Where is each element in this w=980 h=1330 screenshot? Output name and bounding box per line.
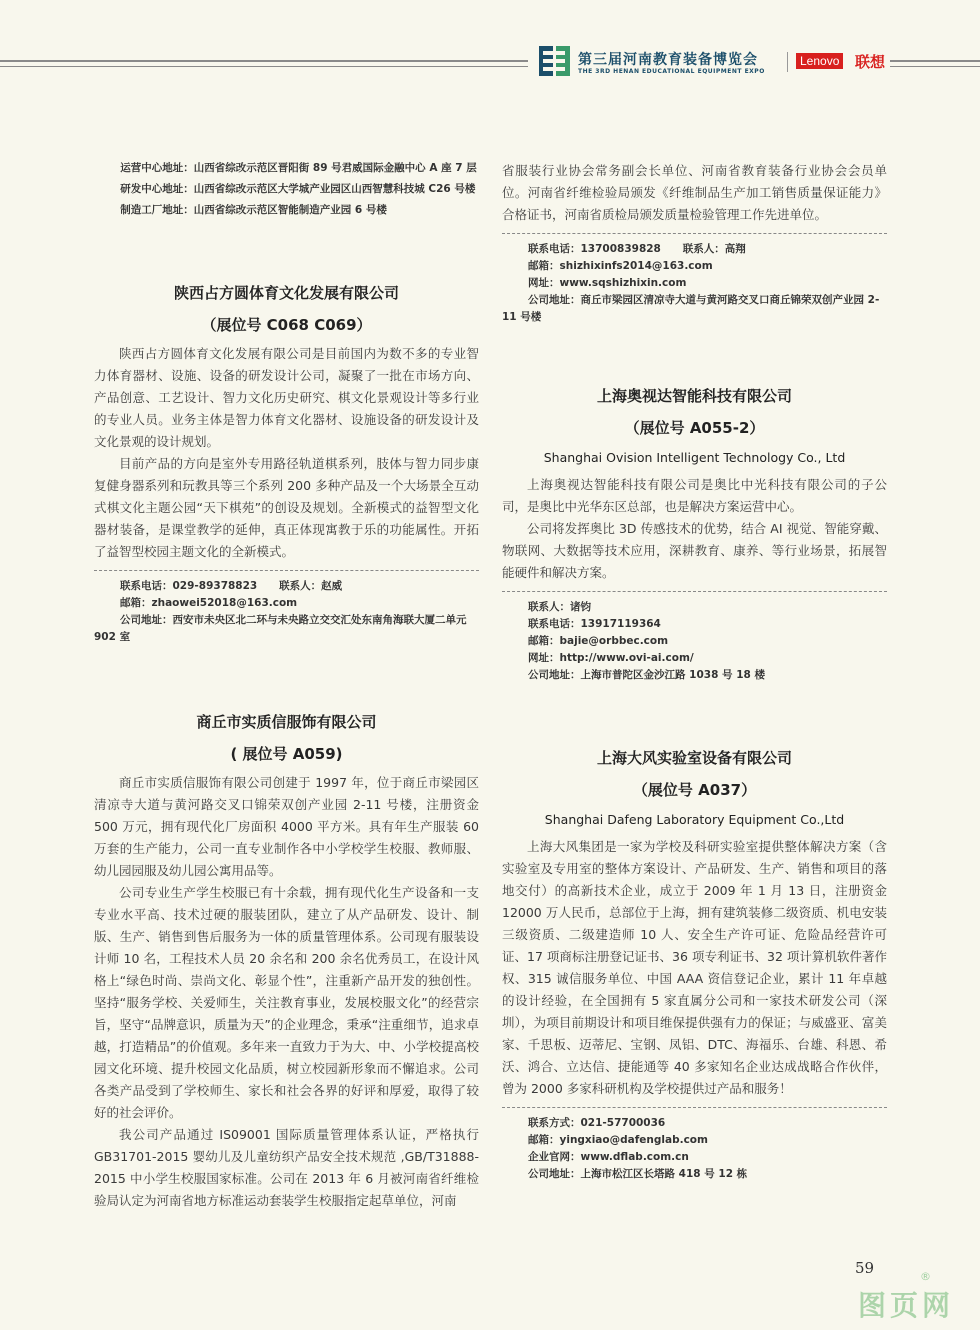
watermark: 图页网 <box>858 1289 955 1322</box>
booth-shangqiu: ( 展位号 A059) <box>230 745 343 763</box>
paragraph: 我公司产品通过 IS09001 国际质量管理体系认证，严格执行GB31701-2015 婴幼儿及儿童纺织产品安全技术规范 ,GB/T31888-2015 中小学生校服国家标准。公司在 2013 年 6 月被河南省纤维检验局认定为河南省地方标准运动套装学生校服指定起草单位，河南 <box>94 1127 479 1208</box>
divider <box>502 233 887 234</box>
phone-line: 联系方式：021-57700036 <box>528 1117 666 1129</box>
contact-block-dafeng <box>502 1115 887 1183</box>
contact-block-ovision <box>502 599 887 684</box>
header-separator <box>787 52 788 72</box>
paragraph-continued: 省服装行业协会常务副会长单位、河南省教育装备行业协会会员单位。河南省纤维检验局颁发《纤维制品生产加工销售质量保证能力》合格证书，河南省质检局颁发质量检验管理工作先进单位。 <box>502 163 887 222</box>
header-rule <box>0 60 528 62</box>
company-title-shaanxi: 陕西占方圆体育文化发展有限公司 <box>173 284 399 302</box>
paragraph: 目前产品的方向是室外专用路径轨道棋系列，肢体与智力同步康复健身器系列和玩教具等三个系列 200 多种产品及一个大场景全互动式棋文化主题公园“天下棋苑”的创设及规划。全新模式的益智型文化器材装备，是课堂教学的延伸，真正体现寓教于乐的功能属性。开拓了益智型校园主题文化的全新模式。 <box>94 456 479 559</box>
paragraph: 公司将发挥奥比 3D 传感技术的优势，结合 AI 视觉、智能穿戴、物联网、大数据等技术应用，深耕教育、康养、等行业场景，拓展智能硬件和解决方案。 <box>502 521 887 580</box>
right-column <box>502 160 887 1183</box>
expo-logo-icon <box>539 46 573 76</box>
expo-subtitle: THE 3RD HENAN EDUCATIONAL EQUIPMENT EXPO <box>578 68 765 75</box>
divider <box>94 570 479 571</box>
contact-block-shaanxi <box>94 578 479 646</box>
top-left-contact-block <box>94 160 479 219</box>
email-line: 邮箱：shizhixinfs2014@163.com <box>528 260 713 272</box>
paragraph: 上海奥视达智能科技有限公司是奥比中光科技有限公司的子公司，是奥比中光华东区总部，也是解决方案运营中心。 <box>502 477 887 514</box>
company-title-shangqiu: 商丘市实质信服饰有限公司 <box>196 713 377 731</box>
rd-address: 研发中心地址：山西省综改示范区大学城产业园区山西智慧科技城 C26 号楼 <box>120 183 476 195</box>
email-line: 邮箱：bajie@orbbec.com <box>528 635 669 647</box>
booth-dafeng: （展位号 A037） <box>632 781 757 799</box>
web-line: 网址：http://www.ovi-ai.com/ <box>528 652 694 664</box>
company-name-en-dafeng: Shanghai Dafeng Laboratory Equipment Co.,Ltd <box>544 812 845 827</box>
divider <box>502 591 887 592</box>
paragraph: 商丘市实质信服饰有限公司创建于 1997 年，位于商丘市梁园区清凉寺大道与黄河路交叉口锦荣双创产业园 2-11 号楼，注册资金 500 万元，拥有现代化厂房面积 4000 平方米。具有年生产服装 60 万套的生产能力，公司一直专业制作各中小学校学生校服、教师服、幼儿园园服及幼儿园公寓用品等。 <box>94 775 479 878</box>
address-line: 公司地址：商丘市梁园区清凉寺大道与黄河路交叉口商丘锦荣双创产业园 2-11 号楼 <box>502 294 880 323</box>
left-column <box>94 160 479 1212</box>
company-name-en-ovision: Shanghai Ovision Intelligent Technology Co., Ltd <box>543 450 846 465</box>
page-number: 59 <box>855 1259 875 1277</box>
ops-address: 运营中心地址：山西省综改示范区晋阳街 89 号君威国际金融中心 A 座 7 层 <box>120 162 477 174</box>
expo-title: 第三届河南教育装备博览会 <box>578 52 758 68</box>
paragraph: 陕西占方圆体育文化发展有限公司是目前国内为数不多的专业智力体育器材、设施、设备的研发设计公司，凝聚了一批在市场方向、产品创意、工艺设计、智力文化历史研究、棋文化景观设计等多行业的专业人员。业务主体是智力体育文化器材、设施设备的研发设计及文化景观的设计规划。 <box>94 346 479 449</box>
phone-line: 联系电话：029-89378823 联系人：赵威 <box>120 580 343 592</box>
lenovo-logo-cn: 联想 <box>855 53 886 71</box>
web-line: 企业官网：www.dflab.com.cn <box>528 1151 689 1163</box>
address-line: 公司地址：上海市普陀区金沙江路 1038 号 18 楼 <box>528 669 765 681</box>
address-line: 公司地址：西安市未央区北二环与未央路立交交汇处东南角海联大厦二单元 902 室 <box>94 614 467 643</box>
phone-line: 联系电话：13700839828 联系人：高翔 <box>528 243 746 255</box>
watermark-registered-mark: ® <box>920 1270 931 1283</box>
contact-block-shangqiu <box>502 241 887 326</box>
header-rule-right-thin <box>890 66 980 67</box>
lenovo-logo: Lenovo <box>796 53 843 69</box>
company-title-dafeng: 上海大风实验室设备有限公司 <box>596 749 792 767</box>
divider <box>502 1107 887 1108</box>
header-rule-thin <box>0 66 528 67</box>
contact-line: 联系人：诸钧 <box>528 601 591 613</box>
address-line: 公司地址：上海市松江区长塔路 418 号 12 栋 <box>528 1168 748 1180</box>
email-line: 邮箱：yingxiao@dafenglab.com <box>528 1134 708 1146</box>
paragraph: 公司专业生产学生校服已有十余载，拥有现代化生产设备和一支专业水平高、技术过硬的服装团队，建立了从产品研发、设计、制版、生产、销售到售后服务为一体的质量管理体系。公司现有服装设计师 10 名，工程技术人员 20 余名和 200 余名优秀员工，在设计风格上“绿色时尚、崇尚文化、彰显个性”，注重新产品开发的独创性。坚持“服务学校、关爱师生，关注教育事业，发展校服文化”的经营宗旨，坚守“品牌意识，质量为天”的企业理念，秉承“注重细节，追求卓越，打造精品”的价值观。多年来一直致力于为大、中、小学校提高校园文化环境、提升校园文化品质，树立校园新形象而不懈追求。公司各类产品受到了学校师生、家长和社会各界的好评和厚爱，取得了较好的社会评价。 <box>94 885 479 1120</box>
paragraph: 上海大风集团是一家为学校及科研实验室提供整体解决方案（含实验室及专用室的整体方案设计、产品研发、生产、销售和项目的落地交付）的高新技术企业，成立于 2009 年 1 月 13 日，注册资金 12000 万人民币，总部位于上海，拥有建筑装修二级资质、机电安装三级资质、二级建造师 10 人、安全生产许可证、危险品经营许可证、17 项商标注册登记证书、36 项专利证书、32 项计算机软件著作权、315 诚信服务单位、中国 AAA 资信登记企业，累计 11 年卓越的设计经验，在全国拥有 5 家直属分公司和一家技术研发公司（深圳），为项目前期设计和项目维保提供强有力的保证；与威盛亚、富美家、千思板、迈蒂尼、宝钢、凤铝、DTC、海福乐、台雄、科恩、希沃、鸿合、立达信、捷能通等 40 多家知名企业达成战略合作伙伴，曾为 2000 多家科研机构及学校提供过产品和服务！ <box>502 839 887 1096</box>
web-line: 网址：www.sqshizhixin.com <box>528 277 687 289</box>
header-rule-right <box>890 60 980 62</box>
booth-shaanxi: （展位号 C068 C069） <box>201 316 372 334</box>
phone-line: 联系电话：13917119364 <box>528 618 661 630</box>
factory-address: 制造工厂地址：山西省综改示范区智能制造产业园 6 号楼 <box>120 204 387 216</box>
company-title-ovision: 上海奥视达智能科技有限公司 <box>596 387 792 405</box>
email-line: 邮箱：zhaowei52018@163.com <box>120 597 298 609</box>
booth-ovision: （展位号 A055-2） <box>624 419 765 437</box>
